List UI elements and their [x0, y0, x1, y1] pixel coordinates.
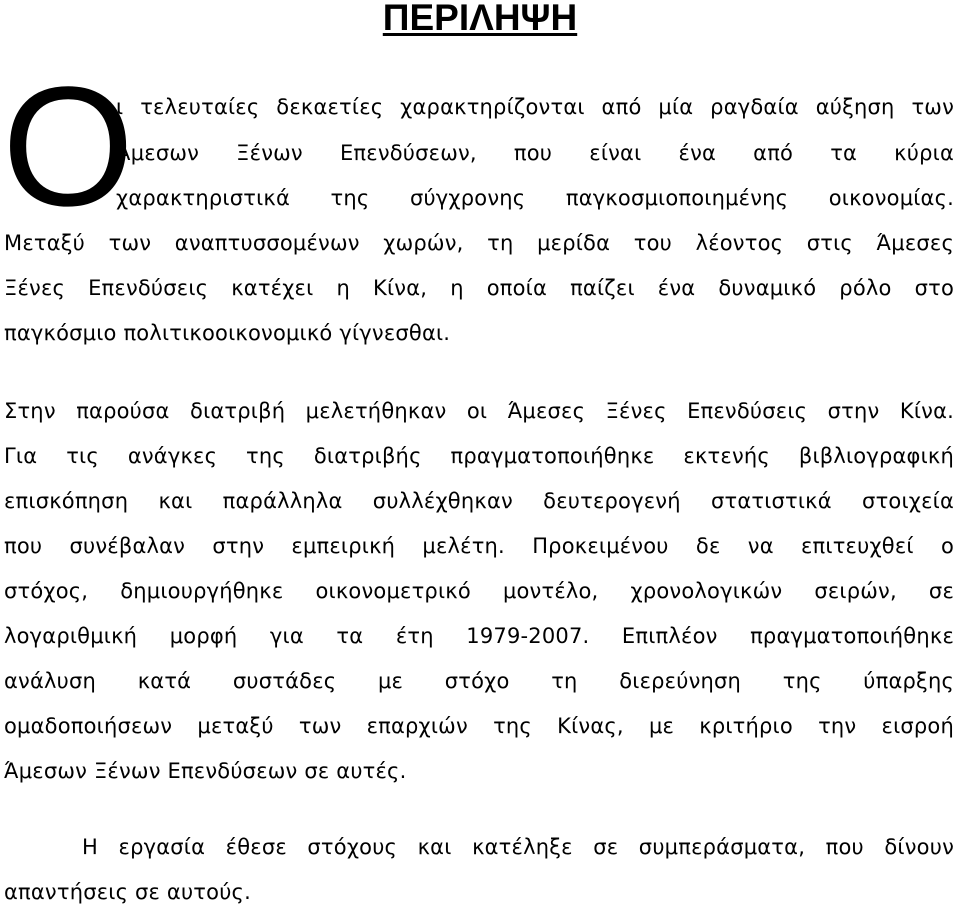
paragraph-line: Μεταξύ των αναπτυσσομένων χωρών, τη μερίδα του λέοντος στις Άμεσες	[4, 231, 954, 255]
paragraph-line: Για τις ανάγκες της διατριβής πραγματοποιήθηκε εκτενής βιβλιογραφική	[4, 444, 954, 468]
paragraph-line: απαντήσεις σε αυτούς.	[4, 880, 251, 904]
paragraph-line: ανάλυση κατά συστάδες με στόχο τη διερεύνηση της ύπαρξης	[4, 669, 954, 693]
paragraph-line: Η εργασία έθεσε στόχους και κατέληξε σε συμπεράσματα, που δίνουν	[82, 835, 954, 859]
paragraph-line: επισκόπηση και παράλληλα συλλέχθηκαν δευτερογενή στατιστικά στοιχεία	[4, 489, 954, 513]
paragraph-line: χαρακτηριστικά της σύγχρονης παγκοσμιοποιημένης οικονομίας.	[116, 186, 954, 210]
paragraph-line: Άμεσων Ξένων Επενδύσεων σε αυτές.	[4, 759, 407, 783]
paragraph-line: παγκόσμιο πολιτικοοικονομικό γίγνεσθαι.	[4, 321, 451, 345]
page-title	[0, 0, 960, 36]
page-title-text: ΠΕΡΙΛΗΨΗ	[382, 0, 578, 38]
drop-cap: Ο	[2, 52, 135, 242]
paragraph-line: Ξένες Επενδύσεις κατέχει η Κίνα, η οποία παίζει ένα δυναμικό ρόλο στο	[4, 276, 954, 300]
paragraph-line: ι τελευταίες δεκαετίες χαρακτηρίζονται από μία ραγδαία αύξηση των	[116, 95, 954, 119]
paragraph-line: Στην παρούσα διατριβή μελετήθηκαν οι Άμεσες Ξένες Επενδύσεις στην Κίνα.	[4, 399, 954, 423]
paragraph-line: λογαριθμική μορφή για τα έτη 1979-2007. Επιπλέον πραγματοποιήθηκε	[4, 624, 954, 648]
paragraph-line: στόχος, δημιουργήθηκε οικονομετρικό μοντέλο, χρονολογικών σειρών, σε	[4, 579, 954, 603]
paragraph-line: ομαδοποιήσεων μεταξύ των επαρχιών της Κίνας, με κριτήριο την εισροή	[4, 714, 954, 738]
paragraph-line: που συνέβαλαν στην εμπειρική μελέτη. Προκειμένου δε να επιτευχθεί ο	[4, 534, 954, 558]
paragraph-line: Άμεσων Ξένων Επενδύσεων, που είναι ένα από τα κύρια	[116, 141, 954, 165]
